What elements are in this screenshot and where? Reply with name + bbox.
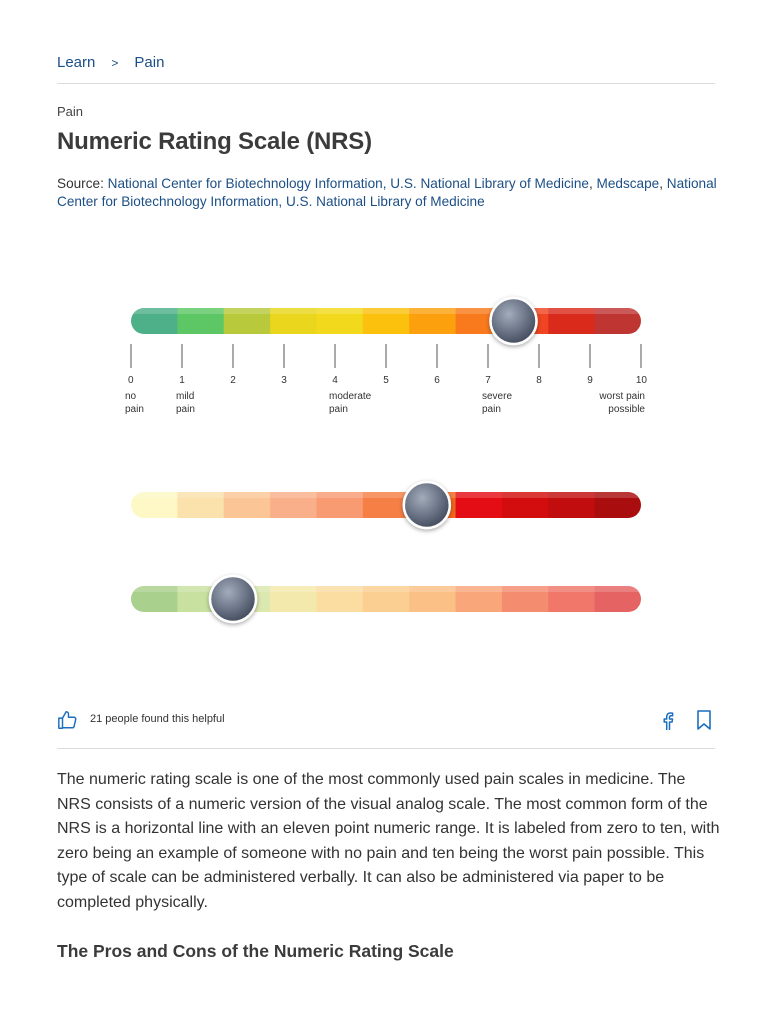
category-label: Pain	[57, 104, 84, 119]
scale-number-8: 8	[536, 375, 542, 386]
scale-number-7: 7	[485, 375, 491, 386]
bar-1	[131, 298, 642, 344]
source-line: Source: National Center for Biotechnology Information, U.S. National Library of Medicine, Medscape, National Center for Biotechnology Information, U.S. National Library of Medicine	[57, 176, 717, 209]
section-heading: The Pros and Cons of the Numeric Rating Scale	[57, 941, 454, 961]
bar-1-knob[interactable]	[491, 298, 537, 344]
scale-number-10: 10	[635, 375, 647, 386]
page-title: Numeric Rating Scale (NRS)	[57, 128, 372, 155]
source-label: Source:	[57, 176, 104, 191]
breadcrumb	[57, 54, 164, 71]
scale-number-5: 5	[383, 375, 389, 386]
breadcrumb-learn[interactable]: Learn	[57, 54, 96, 71]
scale-number-2: 2	[230, 375, 236, 386]
anchor-label-4-line2: pain	[329, 404, 348, 415]
helpful-count: 21 people found this helpful	[90, 713, 225, 725]
scale-number-0: 0	[128, 375, 134, 386]
anchor-label-7-line1: severe	[482, 391, 513, 402]
ticks-layer	[125, 344, 647, 415]
facebook-icon[interactable]	[659, 711, 677, 731]
anchor-label-10-line1: worst pain	[599, 391, 645, 402]
header-divider	[57, 83, 715, 84]
nrs-illustration	[57, 288, 715, 638]
helpful-divider	[57, 748, 715, 749]
scale-number-9: 9	[587, 375, 593, 386]
bookmark-icon[interactable]	[695, 709, 713, 731]
bar-2	[131, 482, 642, 528]
scale-number-1: 1	[179, 375, 185, 386]
bar-3	[131, 576, 642, 622]
source-link-ncbi-2[interactable]: National Center for Biotechnology Information, U.S. National Library of Medicine	[57, 176, 717, 209]
breadcrumb-pain[interactable]: Pain	[134, 54, 165, 71]
anchor-label-0-line2: pain	[125, 404, 144, 415]
scale-number-6: 6	[434, 375, 440, 386]
breadcrumb-separator: >	[111, 55, 119, 70]
helpful-row	[57, 707, 715, 733]
article-body: The numeric rating scale is one of the most commonly used pain scales in medicine. The NRS consists of a numeric version of the visual analog scale. The most common form of the NRS is a horizontal line with an eleven point numeric range. It is labeled from zero to ten, with zero being an example of someone with no pain and ten being the worst pain possible. This type of scale can be administered verbally. It can also be administered via paper to be completed physically.	[57, 771, 720, 911]
anchor-label-10-line2: possible	[608, 404, 645, 415]
scale-number-3: 3	[281, 375, 287, 386]
nrs-figure	[57, 288, 715, 638]
anchor-label-0-line1: no	[125, 391, 137, 402]
thumbs-up-icon[interactable]	[57, 709, 79, 731]
scale-number-4: 4	[332, 375, 338, 386]
source-link-medscape[interactable]: Medscape	[596, 176, 660, 191]
bar-2-knob[interactable]	[404, 482, 450, 528]
anchor-label-1-line1: mild	[176, 391, 195, 402]
anchor-label-7-line2: pain	[482, 404, 501, 415]
anchor-label-4-line1: moderate	[329, 391, 372, 402]
bar-3-knob[interactable]	[210, 576, 256, 622]
anchor-label-1-line2: pain	[176, 404, 195, 415]
source-link-ncbi[interactable]: National Center for Biotechnology Information, U.S. National Library of Medicine	[107, 176, 589, 191]
